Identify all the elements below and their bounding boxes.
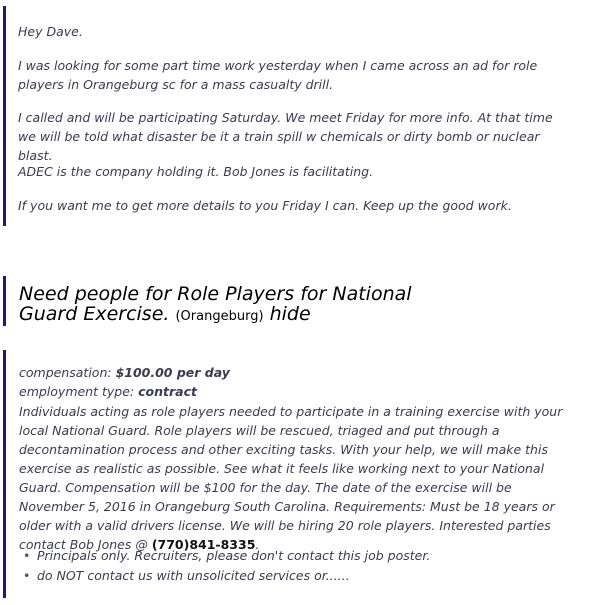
- notice-item: • Principals only. Recruiters, please don't contact this job poster.: [37, 546, 430, 566]
- posting-title-text: Need people for Role Players for National Guard Exercise.: [19, 283, 412, 325]
- email-paragraph-1: I was looking for some part time work yesterday when I came across an ad for role players in Orangeburg sc for a mass casualty drill.: [18, 58, 538, 92]
- posting-description-text: Individuals acting as role players needed to participate in a training exercise with your local National Guard. Role players will be rescued, triaged and put through a decontamination process and other exciting tasks. With your help, we will make this exercise as realistic as possible. See what it feels like working next to your National Guard. Compensation will be $100 for the day. The date of the exercise will be November 5, 2016 in Orangeburg South Carolina. Requirements: Must be 18 years or older with a valid drivers license. We will be hiring 20 role players. Interested parties contact Bob Jones @: [19, 404, 563, 552]
- notices-list: [19, 546, 430, 586]
- employment-type-label: employment type:: [19, 384, 135, 399]
- posting-heading-block: [3, 276, 583, 326]
- contact-phone: (770)841-8335: [151, 537, 256, 552]
- hide-link[interactable]: hide: [269, 303, 311, 325]
- compensation-label: compensation:: [19, 365, 112, 380]
- posting-body-block: [3, 350, 583, 598]
- email-paragraph-4: If you want me to get more details to you Friday I can. Keep up the good work.: [18, 198, 512, 213]
- compensation-line: [19, 364, 230, 382]
- email-paragraph-3: ADEC is the company holding it. Bob Jones is facilitating.: [18, 164, 374, 179]
- posting-title: [19, 284, 459, 327]
- posting-description-end: .: [255, 537, 260, 552]
- employment-type-value: contract: [138, 384, 197, 399]
- email-greeting: Hey Dave.: [18, 24, 83, 39]
- notice-item: • do NOT contact us with unsolicited services or......: [37, 566, 430, 586]
- posting-description: [19, 402, 564, 554]
- employment-type-line: [19, 383, 197, 401]
- compensation-value: $100.00 per day: [115, 365, 230, 380]
- email-paragraph-2: I called and will be participating Saturday. We meet Friday for more info. At that time we will be told what disaster be it a train spill w chemicals or dirty bomb or nuclear blast.: [18, 110, 553, 163]
- email-quote-block: [3, 6, 583, 226]
- posting-location: (Orangeburg): [175, 309, 264, 324]
